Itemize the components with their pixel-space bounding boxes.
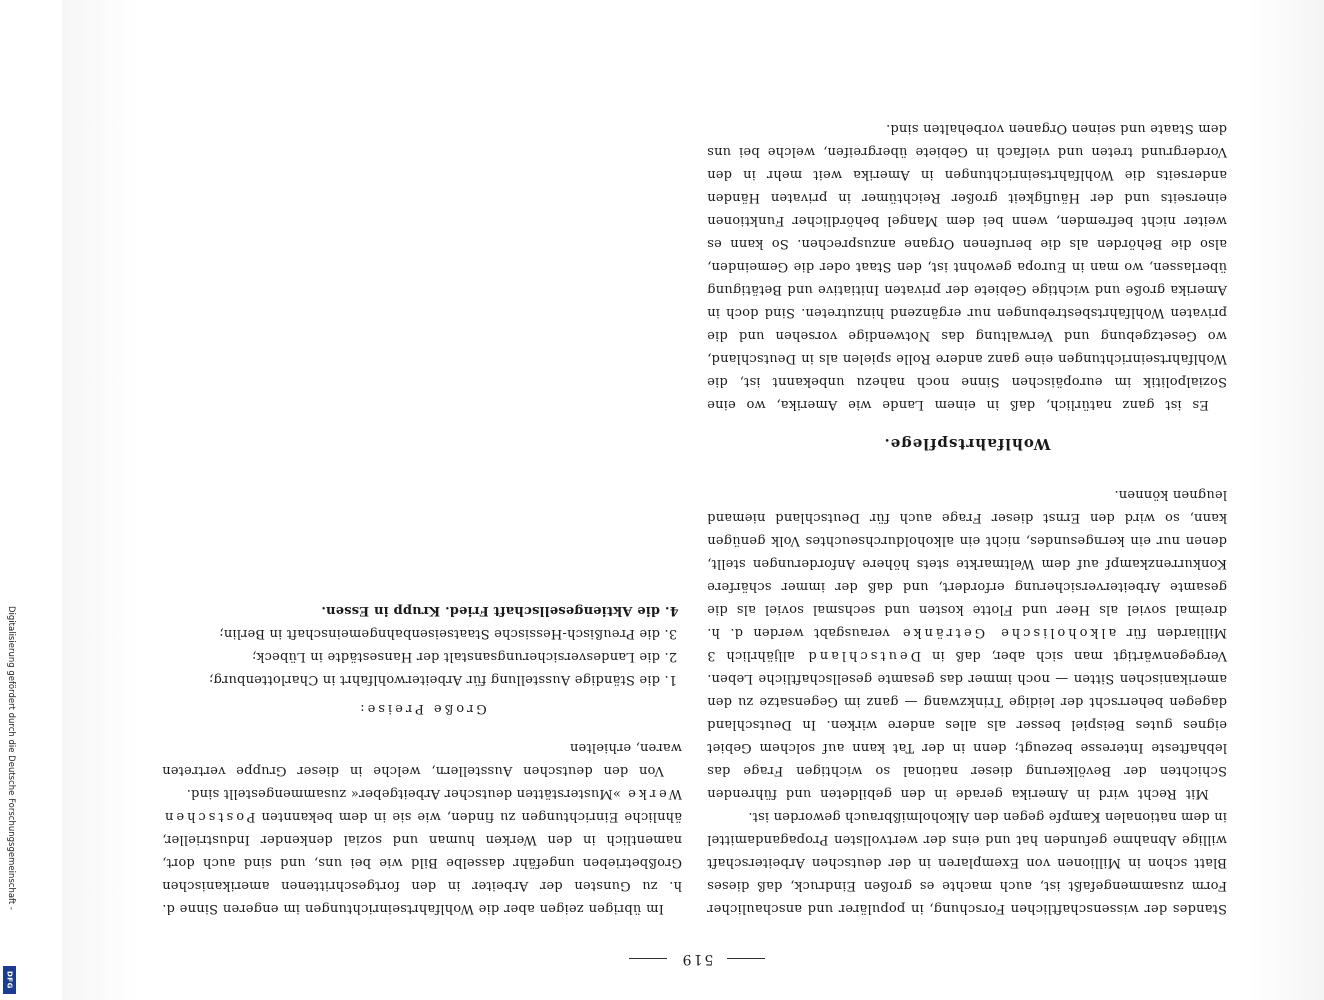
paragraph-2-text-c: verausgabt werden d. h. dreimal soviel als Heer und Flotte kosten und sechsmal soviel als die gesamte Arbeiterversicherung erfordert, und daß der immer schärfere Konkurrenzkampf auf dem Weltmarkte stets höhere Anforderungen stellt, denen nur ein kerngesundes, nicht ein alkoholdurchseuchtes Volk genügen kann, so wird den Ernst dieser Frage auch für Deutschland niemand leugnen können. (707, 487, 1227, 640)
paragraph-2-spaced-a: Deutschland (805, 648, 922, 663)
prize-item: 4. die Aktiengesellschaft Fried. Krupp in Essen. (162, 599, 660, 622)
paragraph-4-text: Im übrigen zeigen aber die Wohlfahrtseinrichtungen im engeren Sinne d. h. zu Gunsten der Arbeiter in den fortgeschrittenen amerikanischen Großbetrieben ungefähr dasselbe Bild wie bei uns, und sind auch dort, namentlich in den Werken human und sozial denkender Industrieller, ähnliche Einrichtungen zu finden, wie sie in dem bekannten (162, 809, 682, 916)
section-title: Wohlfahrtspflege. (883, 435, 1051, 453)
page-number-header (157, 947, 1237, 970)
prize-item: 3. die Preußisch-Hessische Staatseisenbahngemeinschaft in Berlin; (162, 622, 660, 645)
paragraph-3: Es ist ganz natürlich, daß in einem Lande wie Amerika, wo eine Sozialpolitik im europäischen Sinne noch nahezu unbekannt ist, die Wohlfahrtseinrichtungen eine ganz andere Rolle spielen als in Deutschland, wo Gesetzgebung und Verwaltung das Notwendige vorsehen und die privaten Wohlfahrtsbestrebungen nur ergänzend hinzutreten. Sind doch in Amerika große und wichtige Gebiete der privaten Initiative und Betätigung überlassen, wo man in Europa gewohnt ist, den Staat oder die Gemeinden, also die Behörden als die berufenen Organe anzusprechen. So kann es weiter nicht befremden, wenn bei dem Mangel behördlicher Funktionen einerseits und der Häufigkeit großer Reichtümer in privaten Händen anderseits die Wohlfahrtseinrichtungen in Amerika weit mehr in den Vordergrund treten und vielfach in Gebiete übergreifen, welche bei uns dem Staate und seinen Organen vorbehalten sind. (707, 121, 1227, 412)
column-right (162, 599, 682, 920)
dfg-logo: DFG (3, 966, 16, 994)
page-number: 519 (680, 951, 714, 967)
dash-right (629, 959, 667, 960)
page-content-rotated (157, 80, 1237, 980)
scanned-page (62, 0, 1324, 1000)
prizes-list (162, 599, 682, 691)
paragraph-1: Standes der wissenschaftlichen Forschung, in populärer und anschaulicher Form zusammengefaßt ist, auch machte es großen Eindruck, daß dieses Blatt schon in Millionen von Exemplaren in der deutschen Arbeiterschaft willige Abnahme gefunden hat und eins der wertvollsten Propagandamittel in dem nationalen Kampfe gegen den Alkoholmißbrauch geworden ist. (707, 809, 1227, 916)
paragraph-4-text-b: »Musterstätten deutscher Arbeitgeber« zusammengestellt sind. (186, 786, 621, 801)
digitization-note: Digitalisierung gefördert durch die Deutsche Forschungsgemeinschaft - (6, 606, 16, 910)
paragraph-2-text-b: alljährlich 3 Milliarden für (707, 625, 1227, 663)
paragraph-5: Von den deutschen Ausstellern, welche in dieser Gruppe vertreten waren, erhielten (162, 740, 682, 778)
paragraph-2-text-a: Mit Recht wird in Amerika gerade in den gebildeten und führenden Schichten der Bevölkerung dieser national so wichtigen Frage das lebhafteste Interesse bezeugt; denn in der Tat kann auf solchem Gebiet eignes gutes Beispiel besser als alles andere wirken. In Deutschland dagegen beherrscht der leidige Trinkzwang — ganz im Gegensatze zu den amerikanischen Sitten — noch immer das gesamte gesellschaftliche Leben. Vergegenwärtigt man sich aber, daß in (707, 648, 1227, 801)
column-left (707, 117, 1227, 920)
paragraph-2 (707, 483, 1227, 805)
prize-item: 1. die Ständige Ausstellung für Arbeiterwohlfahrt in Charlottenburg; (162, 668, 660, 691)
prize-item: 2. die Landesversicherungsanstalt der Hansestädte in Lübeck; (162, 645, 660, 668)
dash-left (727, 959, 765, 960)
digitization-strip (0, 0, 22, 1000)
prizes-title: Große Preise: (357, 701, 487, 716)
paragraph-2-spaced-b: alkoholische Getränke (899, 625, 1117, 640)
paragraph-4-spaced: Postschen Werke (162, 786, 682, 824)
paragraph-4 (162, 782, 682, 920)
